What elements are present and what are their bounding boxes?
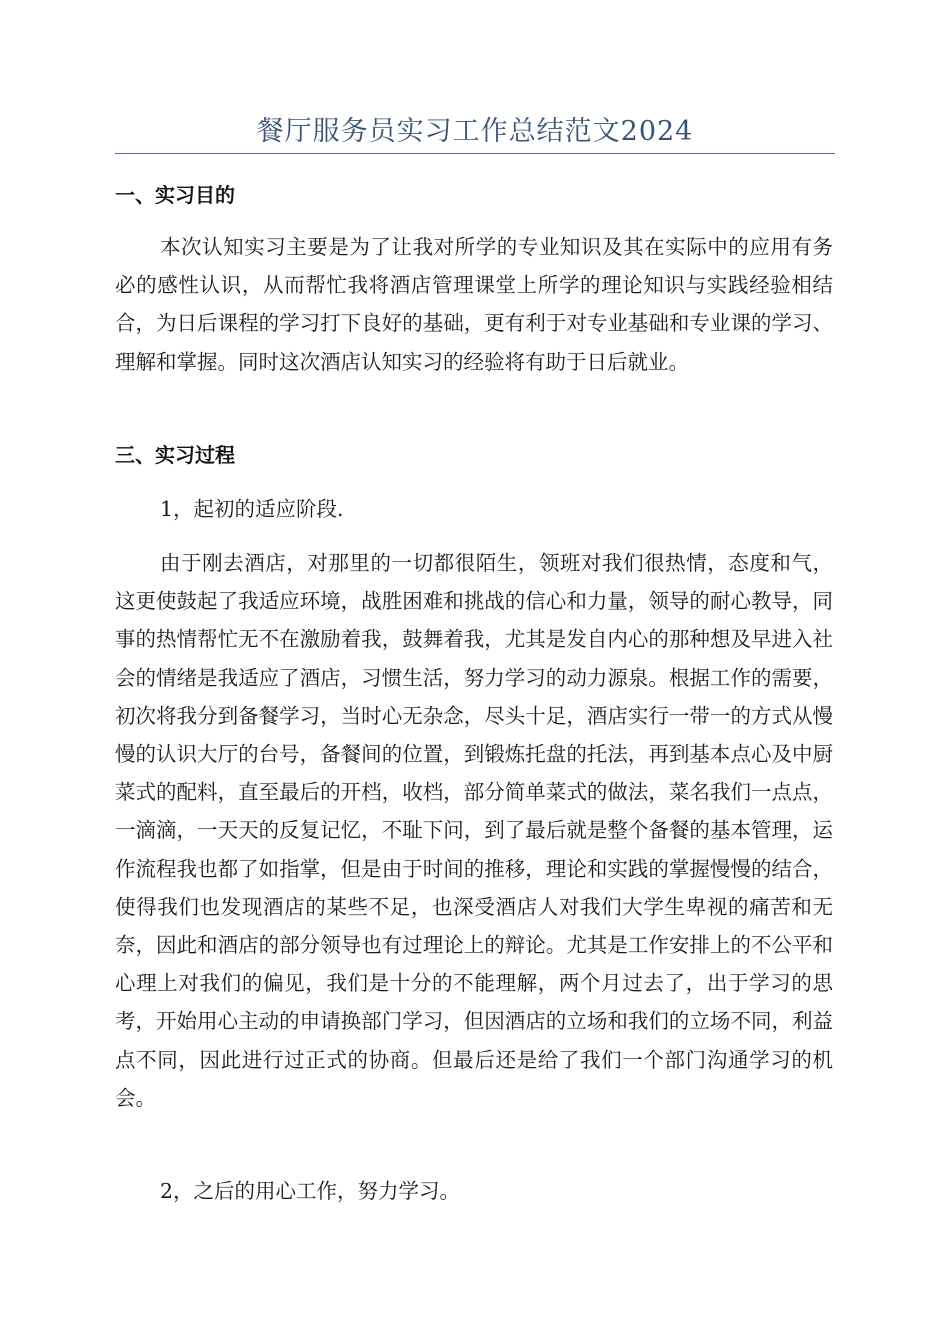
paragraph-stage-1: 由于刚去酒店，对那里的一切都很陌生，领班对我们很热情，态度和气，这更使鼓起了我适应环境，战胜困难和挑战的信心和力量，领导的耐心教导，同事的热情帮忙无不在激励着我，鼓舞着我，尤其是发自内心的那种想及早进入社会的情绪是我适应了酒店，习惯生活，努力学习的动力源泉。根据工作的需要，初次将我分到备餐学习，当时心无杂念，尽头十足，酒店实行一带一的方式从慢慢的认识大厅的台号，备餐间的位置，到锻炼托盘的托法，再到基本点心及中厨菜式的配料，直至最后的开档，收档，部分简单菜式的做法，菜名我们一点点，一滴滴，一天天的反复记忆，不耻下问，到了最后就是整个备餐的基本管理，运作流程我也都了如指掌，但是由于时间的推移，理论和实践的掌握慢慢的结合，使得我们也发现酒店的某些不足，也深受酒店人对我们大学生卑视的痛苦和无奈，因此和酒店的部分领导也有过理论上的辩论。尤其是工作安排上的不公平和心理上对我们的偏见，我们是十分的不能理解，两个月过去了，出于学习的思考，开始用心主动的申请换部门学习，但因酒店的立场和我们的立场不同，利益点不同，因此进行过正式的协商。但最后还是给了我们一个部门沟通学习的机会。 bbox=[115, 551, 833, 1110]
title-underline bbox=[115, 153, 835, 154]
list-item-stage-2: 2，之后的用心工作，努力学习。 bbox=[160, 1179, 461, 1203]
list-item-stage-1: 1，起初的适应阶段. bbox=[160, 497, 344, 521]
section-heading-process: 三、实习过程 bbox=[115, 443, 235, 467]
document-title: 餐厅服务员实习工作总结范文2024 bbox=[256, 116, 694, 147]
section-heading-purpose: 一、实习目的 bbox=[115, 183, 235, 207]
paragraph-purpose: 本次认知实习主要是为了让我对所学的专业知识及其在实际中的应用有务必的感性认识，从而帮忙我将酒店管理课堂上所学的理论知识与实践经验相结合，为日后课程的学习打下良好的基础，更有利于对专业基础和专业课的学习、理解和掌握。同时这次酒店认知实习的经验将有助于日后就业。 bbox=[115, 235, 833, 374]
